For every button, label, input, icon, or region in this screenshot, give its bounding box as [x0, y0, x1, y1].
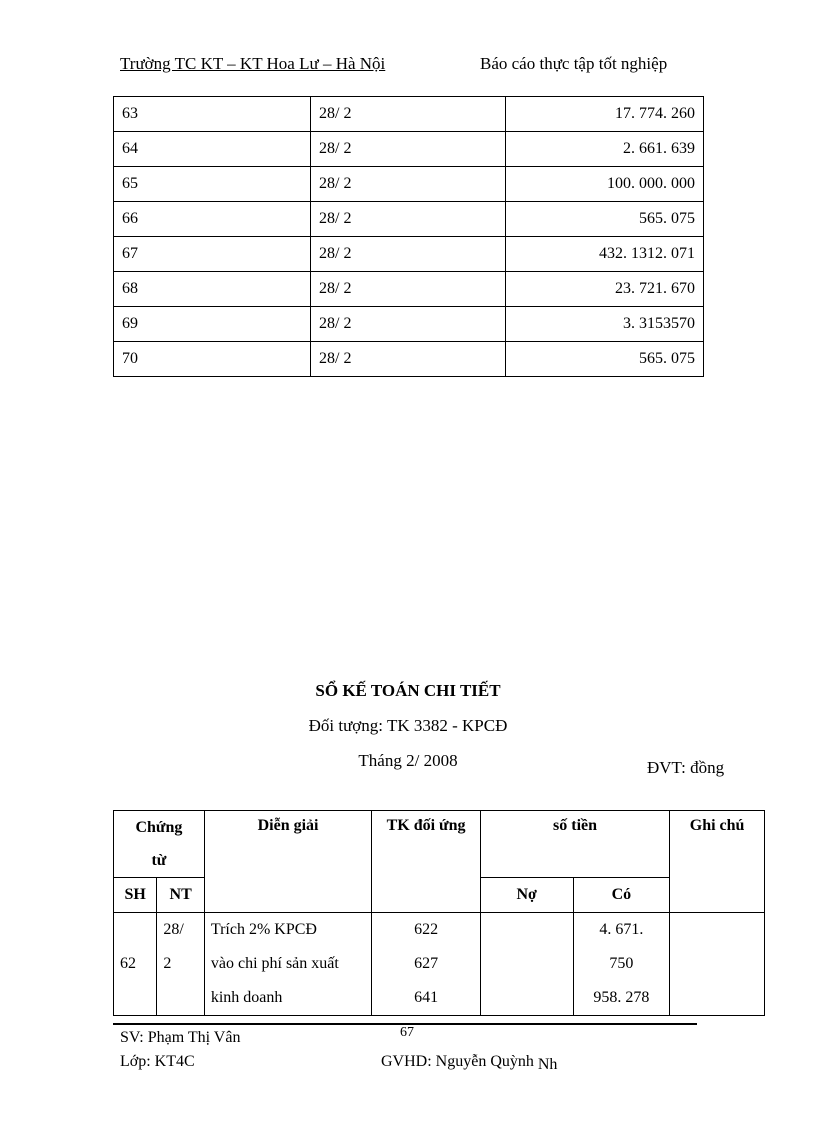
entry-description	[204, 913, 371, 1016]
header-co: Có	[573, 878, 670, 913]
table-row	[114, 237, 704, 272]
header-nt: NT	[157, 878, 204, 913]
row-amount: 2. 661. 639	[506, 132, 704, 167]
row-amount: 3. 3153570	[506, 307, 704, 342]
top-table	[113, 96, 704, 377]
row-number: 69	[114, 307, 311, 342]
page-number: 67	[400, 1025, 414, 1040]
footer-student: SV: Phạm Thị Vân	[120, 1029, 241, 1046]
header-chung-tu	[114, 811, 205, 878]
row-date: 28/ 2	[311, 167, 506, 202]
table-row	[114, 307, 704, 342]
entry-nt-line2: 2	[163, 955, 172, 972]
footer-advisor	[381, 1053, 557, 1071]
row-number: 67	[114, 237, 311, 272]
entry-ghi-chu	[670, 913, 765, 1016]
header-no: Nợ	[480, 878, 573, 913]
entry-co-line3: 958. 278	[593, 989, 650, 1006]
ledger-subject: Đối tượng: TK 3382 - KPCĐ	[308, 716, 508, 735]
header-dien-giai: Diễn giải	[204, 811, 371, 913]
row-amount: 23. 721. 670	[506, 272, 704, 307]
row-number: 65	[114, 167, 311, 202]
row-number: 70	[114, 342, 311, 377]
ledger-month: Tháng 2/ 2008	[358, 751, 458, 770]
ledger-table	[113, 810, 765, 1016]
entry-tk-line2: 627	[414, 955, 439, 972]
row-number: 63	[114, 97, 311, 132]
footer-advisor-name: GVHD: Nguyễn Quỳnh	[381, 1053, 534, 1070]
header-tk-doi-ung: TK đối ứng	[372, 811, 481, 913]
header-school: Trường TC KT – KT Hoa Lư – Hà Nội	[120, 54, 386, 73]
table-row	[114, 167, 704, 202]
entry-tk-line1: 622	[414, 921, 439, 938]
row-number: 66	[114, 202, 311, 237]
row-date: 28/ 2	[311, 272, 506, 307]
row-amount: 565. 075	[506, 202, 704, 237]
row-amount: 17. 774. 260	[506, 97, 704, 132]
entry-co-line1: 4. 671.	[599, 921, 644, 938]
row-number: 68	[114, 272, 311, 307]
row-amount: 100. 000. 000	[506, 167, 704, 202]
header-sh: SH	[114, 878, 157, 913]
row-date: 28/ 2	[311, 307, 506, 342]
entry-co	[573, 913, 670, 1016]
page-header	[120, 54, 668, 74]
row-date: 28/ 2	[311, 342, 506, 377]
row-amount: 565. 075	[506, 342, 704, 377]
ledger-unit: ĐVT: đồng	[647, 758, 725, 777]
entry-tk	[372, 913, 481, 1016]
header-ghi-chu: Ghi chú	[670, 811, 765, 913]
entry-no	[480, 913, 573, 1016]
table-row	[114, 342, 704, 377]
row-date: 28/ 2	[311, 202, 506, 237]
entry-co-line2: 750	[609, 955, 634, 972]
row-number: 64	[114, 132, 311, 167]
header-chung-tu-line1: Chứng	[135, 819, 183, 836]
header-report-title: Báo cáo thực tập tốt nghiệp	[480, 54, 668, 73]
table-row	[114, 97, 704, 132]
entry-desc-line2: vào chi phí sản xuất	[210, 955, 339, 972]
entry-tk-line3: 641	[414, 989, 439, 1006]
row-date: 28/ 2	[311, 237, 506, 272]
ledger-title: SỔ KẾ TOÁN CHI TIẾT	[315, 681, 501, 700]
entry-desc-line1: Trích 2% KPCĐ	[210, 921, 317, 938]
table-row	[114, 132, 704, 167]
footer-advisor-tail: Nh	[537, 1056, 558, 1073]
table-row	[114, 202, 704, 237]
row-date: 28/ 2	[311, 97, 506, 132]
entry-desc-line3: kinh doanh	[210, 989, 283, 1006]
footer-class: Lớp: KT4C	[120, 1053, 195, 1070]
entry-nt-line1: 28/	[163, 921, 184, 938]
header-so-tien: số tiền	[480, 811, 669, 878]
row-date: 28/ 2	[311, 132, 506, 167]
table-row	[114, 272, 704, 307]
row-amount: 432. 1312. 071	[506, 237, 704, 272]
header-chung-tu-line2: từ	[151, 852, 167, 869]
entry-sh: 62	[114, 913, 157, 1016]
entry-nt	[157, 913, 204, 1016]
